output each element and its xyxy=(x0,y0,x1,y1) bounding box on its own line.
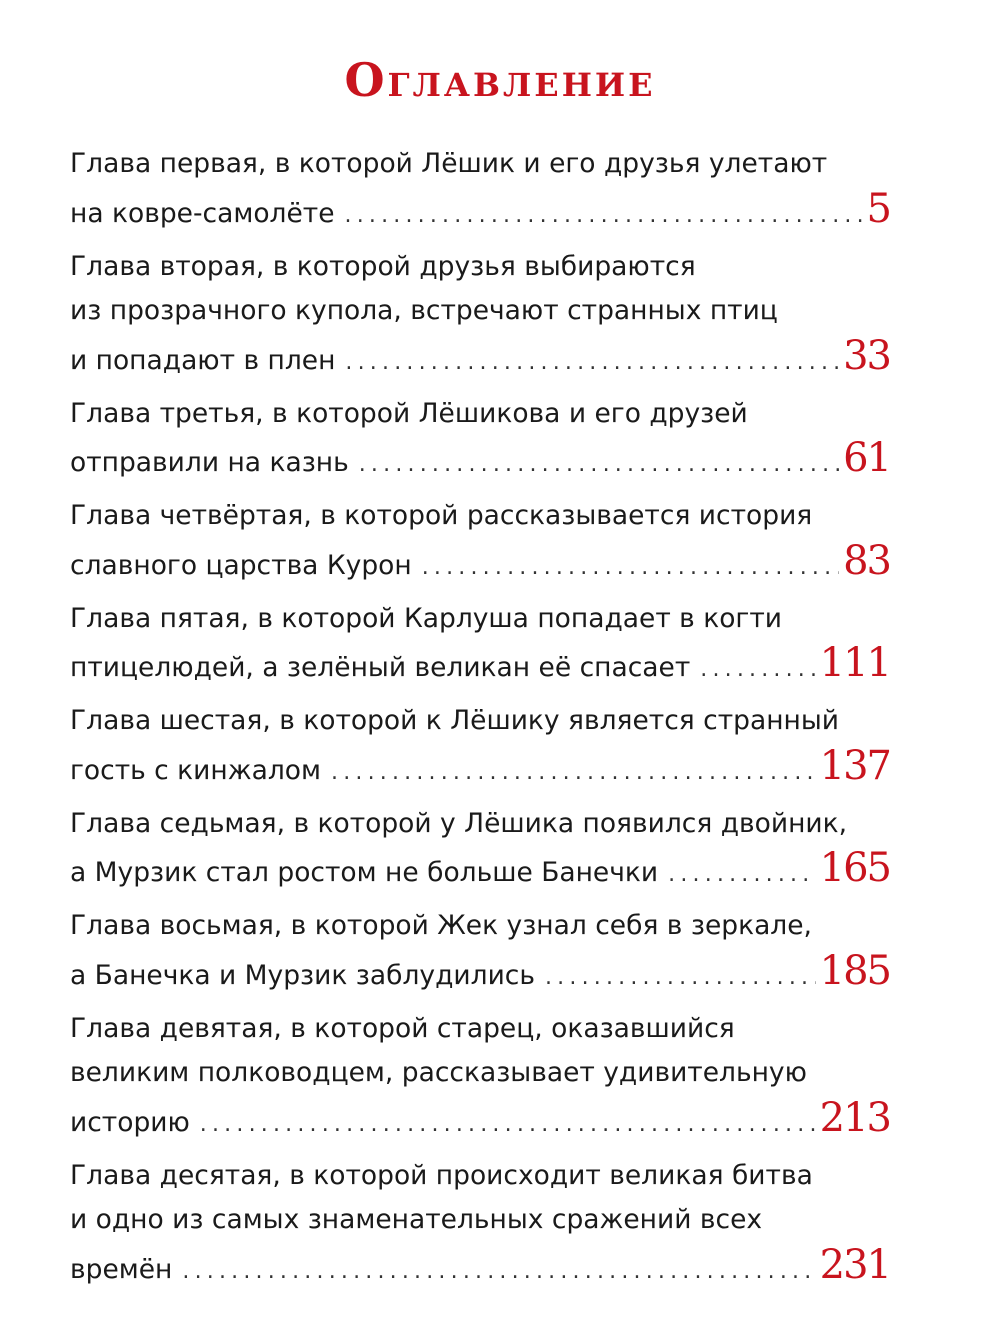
toc-entry-title-line: Глава третья, в которой Лёшикова и его друзей xyxy=(70,397,748,429)
toc-entry-last-line xyxy=(70,846,890,891)
toc-entry-last-line xyxy=(70,539,890,584)
page-number: 61 xyxy=(843,435,890,481)
page-number: 111 xyxy=(819,640,890,686)
toc-entry-title-line: Глава восьмая, в которой Жек узнал себя в зеркале, xyxy=(70,910,812,941)
toc-entry-title-line: из прозрачного купола, встречают странных птиц xyxy=(70,295,778,326)
toc-entry-title-line: и одно из самых знаменательных сражений всех xyxy=(70,1204,763,1235)
toc-entry-title-line: птицелюдей, а зелёный великан её спасает xyxy=(70,652,691,683)
page-number: 231 xyxy=(819,1241,890,1288)
toc-entry-title-line: времён xyxy=(70,1253,173,1285)
toc-entry-title-line: Глава пятая, в которой Карлуша попадает в когти xyxy=(70,602,783,634)
toc-entry-last-line xyxy=(70,744,890,789)
dot-leader xyxy=(345,194,863,239)
toc-entry-title-line: Глава девятая, в которой старец, оказавшийся xyxy=(70,1012,735,1044)
dot-leader xyxy=(200,1103,816,1148)
toc-entry-last-line xyxy=(70,1243,890,1288)
toc-entry[interactable] xyxy=(70,1007,890,1141)
toc-entry-title-line: и попадают в плен xyxy=(70,344,336,376)
toc-entry-title-line: отправили на казнь xyxy=(70,447,349,478)
toc-entry[interactable] xyxy=(70,597,890,686)
page-number: 5 xyxy=(866,185,890,232)
dot-leader xyxy=(668,853,816,898)
toc-entry-title-line: на ковре-самолёте xyxy=(70,197,335,229)
dot-leader xyxy=(182,1250,815,1295)
page-number: 185 xyxy=(819,947,890,994)
toc-entry[interactable] xyxy=(70,245,890,379)
toc-entry-last-line xyxy=(70,1096,890,1141)
dot-leader xyxy=(422,546,839,591)
toc-entry-last-line xyxy=(70,334,890,379)
toc-entry-title-line: Глава четвёртая, в которой рассказывается история xyxy=(70,500,813,531)
toc-entry-title-line: Глава первая, в которой Лёшик и его друзья улетают xyxy=(70,148,828,179)
toc-entry[interactable] xyxy=(70,142,890,231)
page-title: Оглавление xyxy=(344,53,656,107)
toc-entry-last-line xyxy=(70,436,890,481)
dot-leader xyxy=(359,443,839,488)
dot-leader xyxy=(345,341,839,386)
toc-entry-last-line xyxy=(70,641,890,686)
toc-entry-title-line: Глава вторая, в которой друзья выбираются xyxy=(70,250,696,282)
page-number: 83 xyxy=(843,537,890,584)
toc-entry[interactable] xyxy=(70,494,890,583)
toc-entry[interactable] xyxy=(70,904,890,993)
toc-entry-title-line: историю xyxy=(70,1106,190,1138)
toc-entry-title-line: а Банечка и Мурзик заблудились xyxy=(70,959,535,991)
toc-entry-last-line xyxy=(70,949,890,994)
page-number: 213 xyxy=(819,1094,890,1141)
toc-entry[interactable] xyxy=(70,392,890,481)
toc-entry[interactable] xyxy=(70,1154,890,1288)
page-number: 137 xyxy=(819,742,890,789)
dot-leader xyxy=(700,648,815,693)
page-number: 165 xyxy=(819,845,890,891)
toc-entry-title-line: великим полководцем, рассказывает удивительную xyxy=(70,1057,807,1088)
toc-entry-title-line: Глава десятая, в которой происходит великая битва xyxy=(70,1159,813,1191)
toc-entry-last-line xyxy=(70,187,890,232)
toc-entry[interactable] xyxy=(70,802,890,891)
toc-entry[interactable] xyxy=(70,699,890,788)
page-number: 33 xyxy=(843,332,890,379)
toc-entry-title-line: славного царства Курон xyxy=(70,549,412,581)
toc-entry-title-line: гость с кинжалом xyxy=(70,754,321,786)
dot-leader xyxy=(545,956,816,1001)
dot-leader xyxy=(331,751,816,796)
toc-entry-title-line: а Мурзик стал ростом не больше Банечки xyxy=(70,857,659,888)
table-of-contents xyxy=(70,142,890,1301)
toc-entry-title-line: Глава шестая, в которой к Лёшику является странный xyxy=(70,705,840,736)
toc-entry-title-line: Глава седьмая, в которой у Лёшика появился двойник, xyxy=(70,807,848,839)
